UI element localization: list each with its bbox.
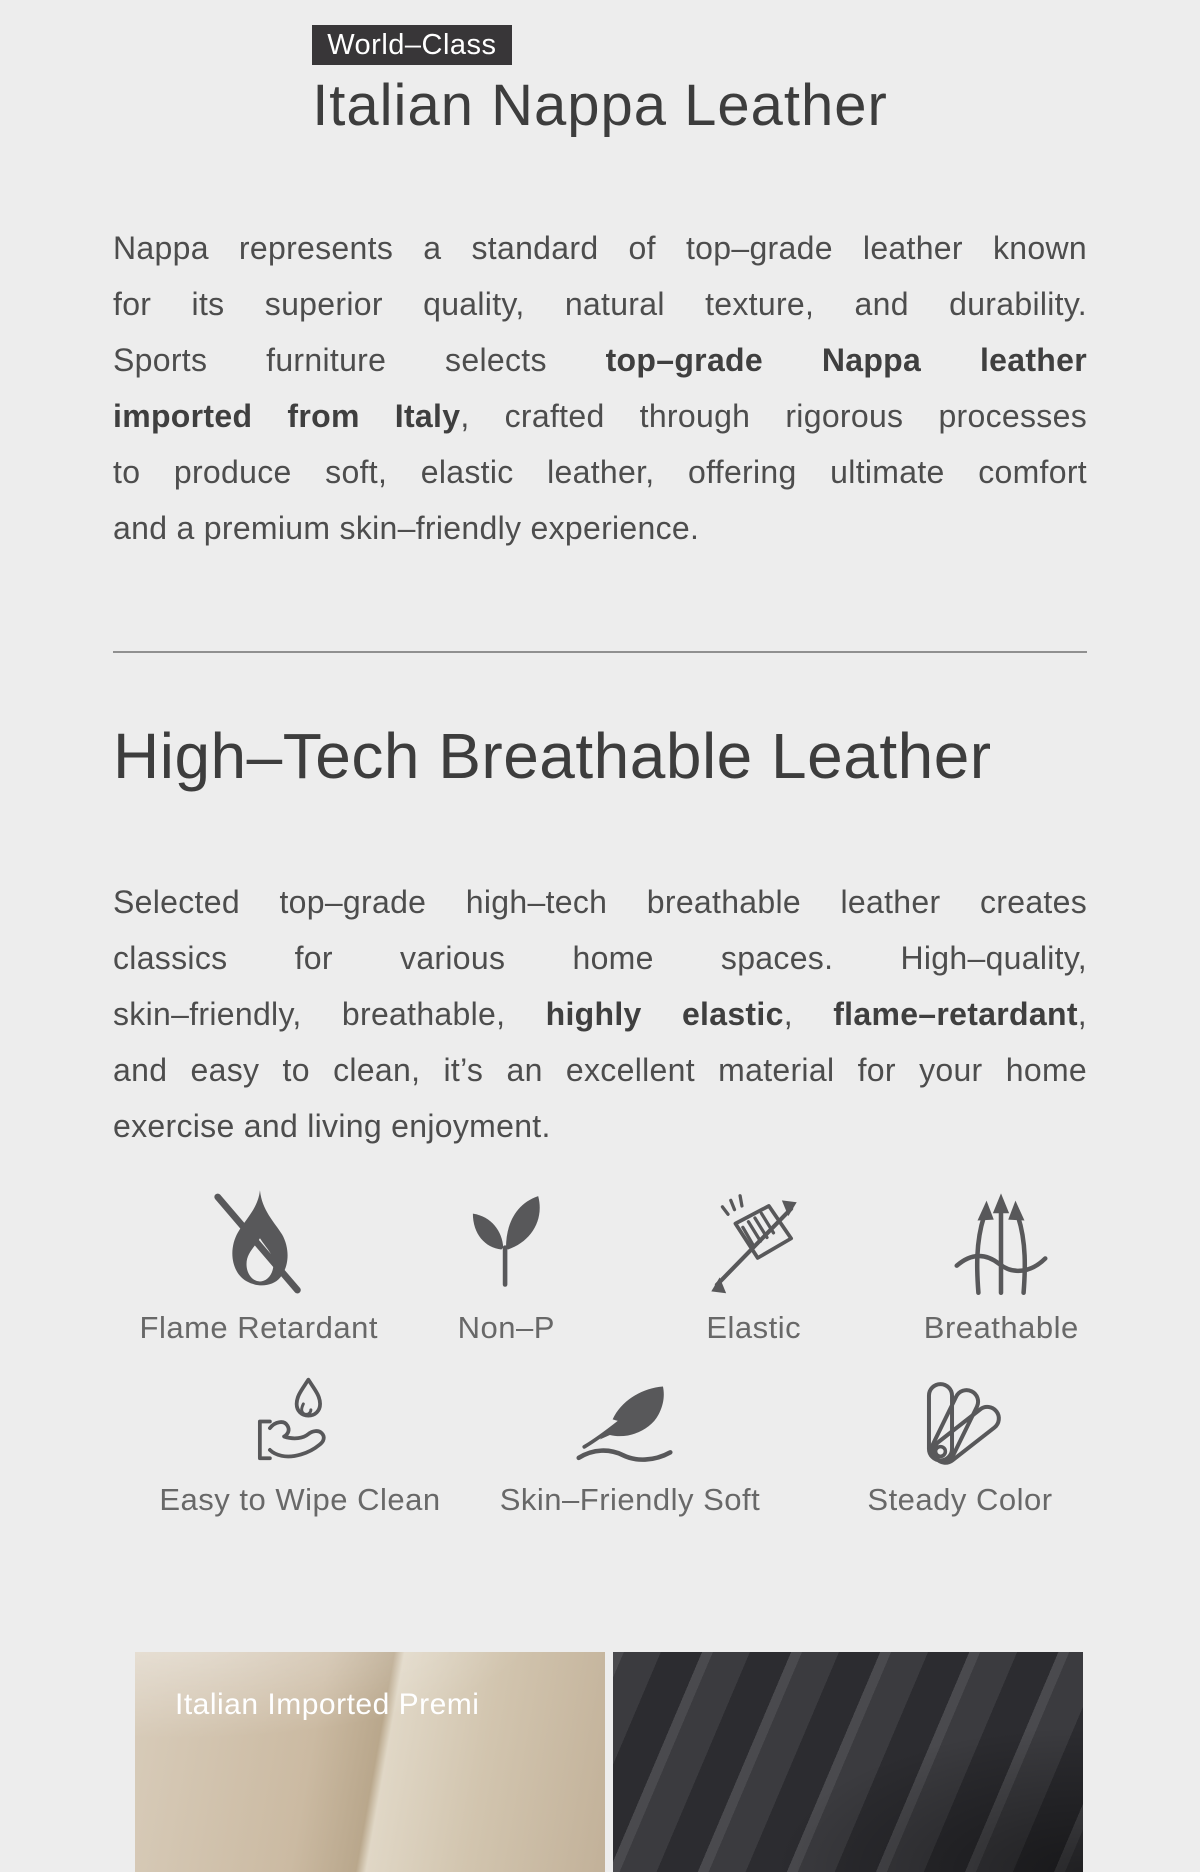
feature-elastic — [630, 1188, 878, 1346]
paragraph-line: for its superior quality, natural texture, and durability. — [113, 286, 1087, 322]
nappa-leather-photo — [135, 1652, 605, 1872]
page-title: Italian Nappa Leather — [312, 73, 888, 138]
photo-caption-left: Italian Imported Premi — [175, 1688, 480, 1721]
hero-inner — [312, 25, 888, 138]
feature-flame-retardant — [135, 1188, 383, 1346]
feature-label: Breathable — [923, 1310, 1079, 1345]
feature-label: Easy to Wipe Clean — [159, 1482, 441, 1517]
hero-section — [0, 25, 1200, 138]
paragraph-line: classics for various home spaces. High–quality, — [113, 940, 1087, 976]
feature-skin-friendly-soft — [465, 1376, 795, 1518]
feature-label: Elastic — [706, 1310, 802, 1345]
section-title: High–Tech Breathable Leather — [113, 720, 992, 792]
world-class-badge: World–Class — [312, 25, 511, 65]
flame-retardant-icon — [211, 1188, 307, 1300]
feature-row-1 — [135, 1188, 1125, 1346]
breathable-leather-photo — [613, 1652, 1083, 1872]
feature-row-2 — [135, 1376, 1125, 1518]
feature-label: Flame Retardant — [139, 1310, 378, 1345]
feature-easy-to-wipe-clean — [135, 1376, 465, 1518]
color-swatch-fan-icon — [912, 1376, 1008, 1472]
feather-icon — [567, 1376, 693, 1472]
feature-label: Steady Color — [867, 1482, 1053, 1517]
leather-photo-strip — [135, 1652, 1083, 1872]
paragraph-line: exercise and living enjoyment. — [113, 1108, 551, 1144]
paragraph-line: and easy to clean, it’s an excellent material for your home — [113, 1052, 1087, 1088]
feature-label: Non–P — [457, 1310, 555, 1345]
feature-label: Skin–Friendly Soft — [499, 1482, 761, 1517]
feature-steady-color — [795, 1376, 1125, 1518]
breathable-description — [113, 874, 1087, 1154]
paragraph-line: Sports furniture selects top–grade Nappa leather — [113, 342, 1087, 378]
nappa-description — [113, 220, 1087, 556]
leaf-sprout-icon — [460, 1188, 552, 1300]
paragraph-line: Nappa represents a standard of top–grade leather known — [113, 230, 1087, 266]
hand-water-drop-icon — [248, 1376, 352, 1472]
paragraph-line: Selected top–grade high–tech breathable leather creates — [113, 884, 1087, 920]
paragraph-line: and a premium skin–friendly experience. — [113, 510, 700, 546]
stretch-fabric-icon — [702, 1188, 806, 1300]
feature-breathable — [878, 1188, 1126, 1346]
paragraph-line: imported from Italy, crafted through rigorous processes — [113, 398, 1087, 434]
paragraph-line: to produce soft, elastic leather, offering ultimate comfort — [113, 454, 1087, 490]
airflow-arrows-icon — [951, 1188, 1051, 1300]
section-divider — [113, 651, 1087, 653]
paragraph-line: skin–friendly, breathable, highly elastic, flame–retardant, — [113, 996, 1087, 1032]
feature-non-polluting — [383, 1188, 631, 1346]
